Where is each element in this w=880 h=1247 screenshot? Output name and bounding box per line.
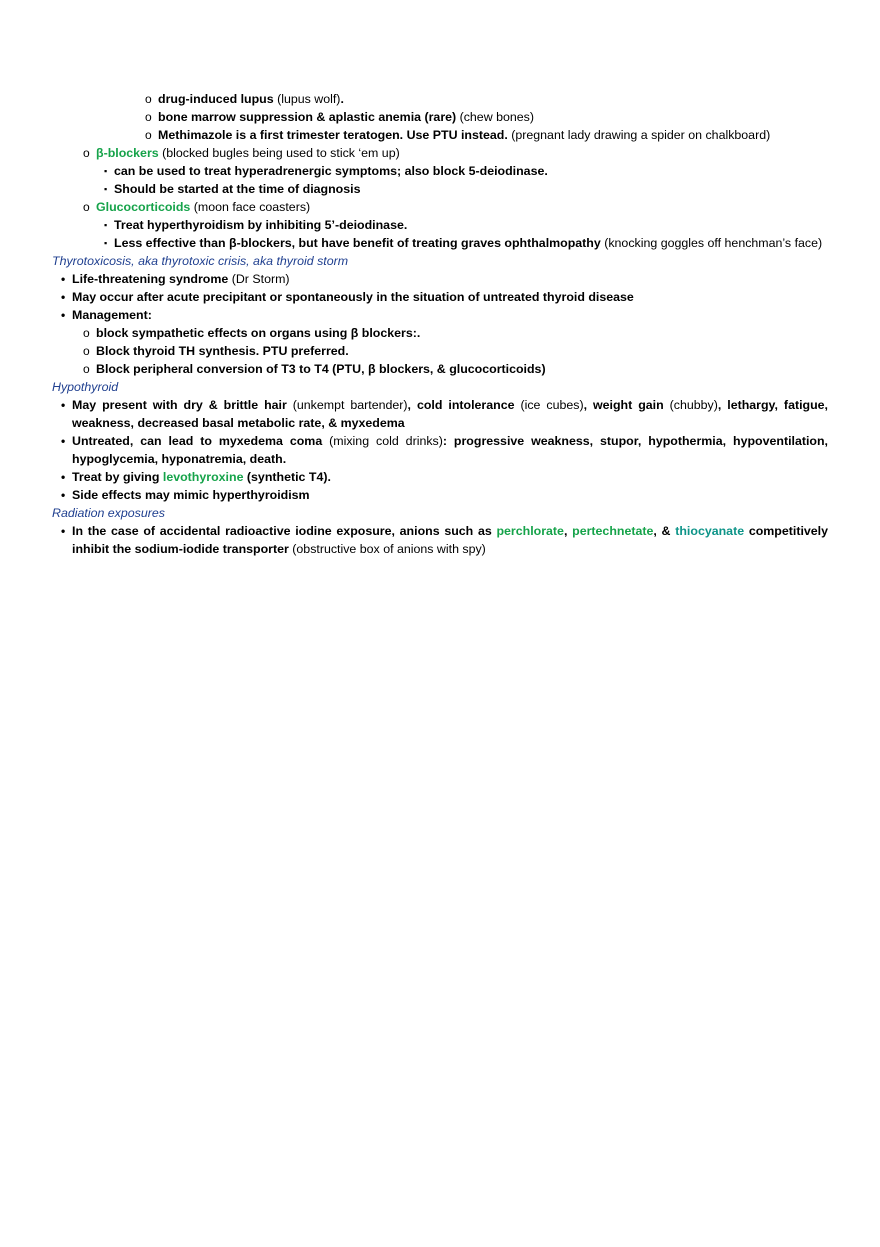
list-item <box>0 270 880 288</box>
item-bold-text: , <box>563 524 573 538</box>
circle-bullet-icon: o <box>145 110 152 124</box>
item-note-text: (obstructive box of anions with spy) <box>288 542 486 556</box>
list-item <box>0 180 880 198</box>
list-item <box>0 144 880 162</box>
item-bold-text: Methimazole is a first trimester teratogen. Use PTU instead. <box>158 128 508 142</box>
item-bold-text: , lethargy, fatigue, weakness, decreased basal metabolic rate, & myxedema <box>72 398 828 430</box>
list-item <box>0 396 828 432</box>
bullet-icon: • <box>61 272 66 286</box>
circle-bullet-icon: o <box>83 146 90 160</box>
item-bold-text: can be used to treat hyperadrenergic symptoms; also block 5-deiodinase. <box>114 164 548 178</box>
item-note-text: (chew bones) <box>456 110 534 124</box>
item-bold-text: , & <box>653 524 676 538</box>
item-bold-text: Block thyroid TH synthesis. PTU preferred. <box>96 344 349 358</box>
item-bold-text: . <box>340 92 344 106</box>
list-item <box>0 324 880 342</box>
item-bold-text: Should be started at the time of diagnosis <box>114 182 361 196</box>
item-bold-text: Management: <box>72 308 152 322</box>
item-bold-text: May occur after acute precipitant or spontaneously in the situation of untreated thyroid disease <box>72 290 634 304</box>
item-bold-text: Treat by giving <box>72 470 163 484</box>
list-item <box>0 288 880 306</box>
item-note-text: (Dr Storm) <box>228 272 290 286</box>
list-item <box>0 432 828 468</box>
item-bold-text: competitively inhibit the sodium-iodide transporter <box>72 524 829 556</box>
list-item <box>0 198 880 216</box>
square-bullet-icon: ▪ <box>104 220 108 230</box>
drug-name: β-blockers <box>96 146 159 160</box>
circle-bullet-icon: o <box>145 128 152 142</box>
section-heading: Thyrotoxicosis, aka thyrotoxic crisis, aka thyroid storm <box>52 254 349 268</box>
circle-bullet-icon: o <box>83 344 90 358</box>
drug-name: perchlorate <box>496 524 564 538</box>
item-note-text: (pregnant lady drawing a spider on chalkboard) <box>507 128 771 142</box>
square-bullet-icon: ▪ <box>104 184 108 194</box>
item-bold-text: bone marrow suppression & aplastic anemia (rare) <box>158 110 457 124</box>
bullet-icon: • <box>61 308 66 322</box>
drug-name: Glucocorticoids <box>96 200 191 214</box>
item-note-text: (ice cubes) <box>514 398 584 412</box>
item-bold-text: , cold intolerance <box>407 398 515 412</box>
item-note-text: (moon face coasters) <box>190 200 311 214</box>
item-bold-text: (synthetic T4). <box>243 470 331 484</box>
item-note-text: (lupus wolf) <box>273 92 341 106</box>
list-item <box>0 306 880 324</box>
item-bold-text: Treat hyperthyroidism by inhibiting 5’-deiodinase. <box>114 218 408 232</box>
item-bold-text: In the case of accidental radioactive iodine exposure, anions such as <box>72 524 497 538</box>
bullet-icon: • <box>61 470 66 484</box>
bullet-icon: • <box>61 290 66 304</box>
circle-bullet-icon: o <box>145 92 152 106</box>
section-heading: Radiation exposures <box>52 506 165 520</box>
list-item <box>0 234 828 252</box>
circle-bullet-icon: o <box>83 200 90 214</box>
document-body <box>0 90 880 558</box>
item-note-text: (knocking goggles off henchman’s face) <box>600 236 823 250</box>
square-bullet-icon: ▪ <box>104 238 108 248</box>
list-item <box>0 126 880 144</box>
bullet-icon: • <box>61 398 66 412</box>
item-bold-text: Block peripheral conversion of T3 to T4 (PTU, β blockers, & glucocorticoids) <box>96 362 546 376</box>
circle-bullet-icon: o <box>83 326 90 340</box>
list-item <box>0 216 880 234</box>
list-item <box>0 522 828 558</box>
item-bold-text: drug-induced lupus <box>158 92 274 106</box>
bullet-icon: • <box>61 488 66 502</box>
bullet-icon: • <box>61 434 66 448</box>
list-item <box>0 468 880 486</box>
item-bold-text: Side effects may mimic hyperthyroidism <box>72 488 310 502</box>
circle-bullet-icon: o <box>83 362 90 376</box>
item-bold-text: Untreated, can lead to myxedema coma <box>72 434 323 448</box>
item-note-text: (unkempt bartender) <box>286 398 408 412</box>
bullet-icon: • <box>61 524 66 538</box>
item-bold-text: Less effective than β-blockers, but have benefit of treating graves ophthalmopathy <box>114 236 601 250</box>
item-bold-text: May present with dry & brittle hair <box>72 398 287 412</box>
item-note-text: (mixing cold drinks) <box>322 434 443 448</box>
item-bold-text: Life-threatening syndrome <box>72 272 229 286</box>
list-item <box>0 108 880 126</box>
item-bold-text: , weight gain <box>583 398 664 412</box>
list-item <box>0 360 880 378</box>
square-bullet-icon: ▪ <box>104 166 108 176</box>
item-note-text: (blocked bugles being used to stick ‘em up) <box>158 146 400 160</box>
item-bold-text: : progressive weakness, stupor, hypothermia, hypoventilation, hypoglycemia, hyponatremia, death. <box>72 434 828 466</box>
list-item <box>0 486 880 504</box>
list-item <box>0 342 880 360</box>
item-bold-text: block sympathetic effects on organs using β blockers:. <box>96 326 421 340</box>
drug-name: thiocyanate <box>675 524 745 538</box>
list-item <box>0 162 880 180</box>
item-note-text: (chubby) <box>663 398 718 412</box>
list-item <box>0 90 880 108</box>
section-heading: Hypothyroid <box>52 380 119 394</box>
drug-name: pertechnetate <box>572 524 654 538</box>
drug-name: levothyroxine <box>162 470 244 484</box>
